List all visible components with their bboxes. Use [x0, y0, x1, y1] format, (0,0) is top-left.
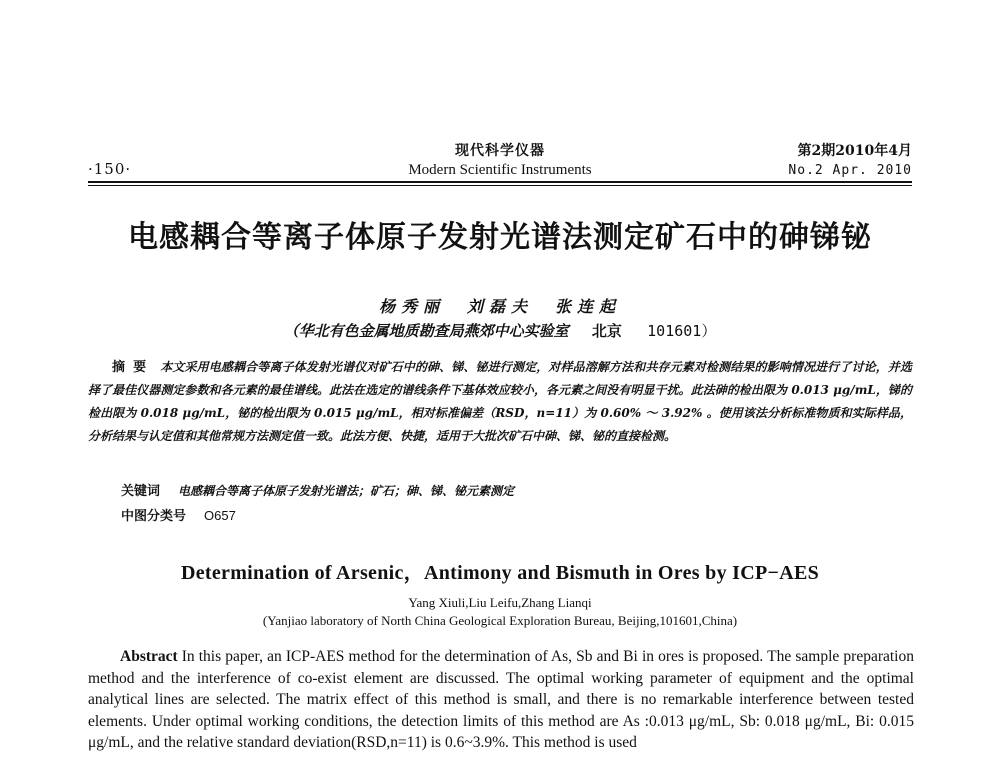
paper-title-cn: 电感耦合等离子体原子发射光谱法测定矿石中的砷锑铋: [128, 220, 872, 255]
affiliation-city-cn: 北京: [591, 322, 622, 340]
classification-label: 中图分类号: [121, 509, 187, 524]
issue-info: [788, 140, 912, 178]
abstract-cn-label: 摘要: [112, 360, 155, 375]
running-header: [88, 140, 912, 180]
affiliation-org-cn: （华北有色金属地质勘查局燕郊中心实验室: [283, 322, 569, 340]
abstract-en-label: Abstract: [120, 648, 178, 665]
keywords-cn: [121, 480, 912, 499]
affiliation-zip-cn: 101601）: [647, 322, 717, 340]
keywords-cn-text: 电感耦合等离子体原子发射光谱法；矿石；砷、锑、铋元素测定: [178, 484, 515, 498]
abstract-en-text: In this paper, an ICP-AES method for the determination of As, Sb and Bi in ores is proposed. The sample preparation method and the interference of co-exist element are discussed. The optimal working parameter of equipment and the optimal analytical lines are selected. The matrix effect of this method is small, and there is no remarkable interference between tested elements. Under optimal working conditions, the detection limits of this method are As :0.013 μg/mL, Sb: 0.018 μg/mL, Bi: 0.015 μg/mL, and the relative standard deviation(RSD,n=11) is 0.6~3.9%. This method is used: [88, 648, 914, 751]
journal-name-en: Modern Scientific Instruments: [408, 162, 592, 178]
issue-info-en: No.2 Apr. 2010: [788, 163, 912, 178]
authors-en: Yang Xiuli,Liu Leifu,Zhang Lianqi: [408, 595, 592, 610]
abstract-cn: [88, 356, 912, 448]
header-rule-thin: [88, 185, 912, 186]
paper-title-en: Determination of Arsenic，Antimony and Bismuth in Ores by ICP−AES: [180, 562, 820, 584]
authors-cn: 杨秀丽 刘磊夫 张连起: [378, 297, 621, 316]
affiliation-en: (Yanjiao laboratory of North China Geological Exploration Bureau, Beijing,101601,China): [262, 613, 738, 628]
abstract-cn-text: 本文采用电感耦合等离子体发射光谱仪对矿石中的砷、锑、铋进行测定，对样品溶解方法和共存元素对检测结果的影响情况进行了讨论，并选择了最佳仪器测定参数和各元素的最佳谱线。此法在选定的谱线条件下基体效应较小，各元素之间没有明显干扰。此法砷的检出限为 0.013 μg/mL，锑的检出限为 0.018 μg/mL，铋的检出限为 0.015 μg/mL，相对标准偏差（RSD，n=11）为 0.60% ～ 3.92% 。使用该法分析标准物质和实际样品，分析结果与认定值和其他常规方法测定值一致。此法方便、快捷，适用于大批次矿石中砷、锑、铋的直接检测。: [88, 360, 912, 443]
classification-value: O657: [204, 508, 236, 523]
classification-number: [121, 505, 236, 524]
journal-name-cn: 现代科学仪器: [455, 143, 545, 159]
issue-info-cn: 第2期2010年4月: [797, 143, 912, 159]
affiliation-cn: [0, 320, 1000, 341]
header-rule: [88, 181, 912, 183]
keywords-cn-label: 关键词: [121, 484, 161, 499]
page-number: ·150·: [88, 160, 132, 178]
abstract-en: [88, 646, 914, 754]
